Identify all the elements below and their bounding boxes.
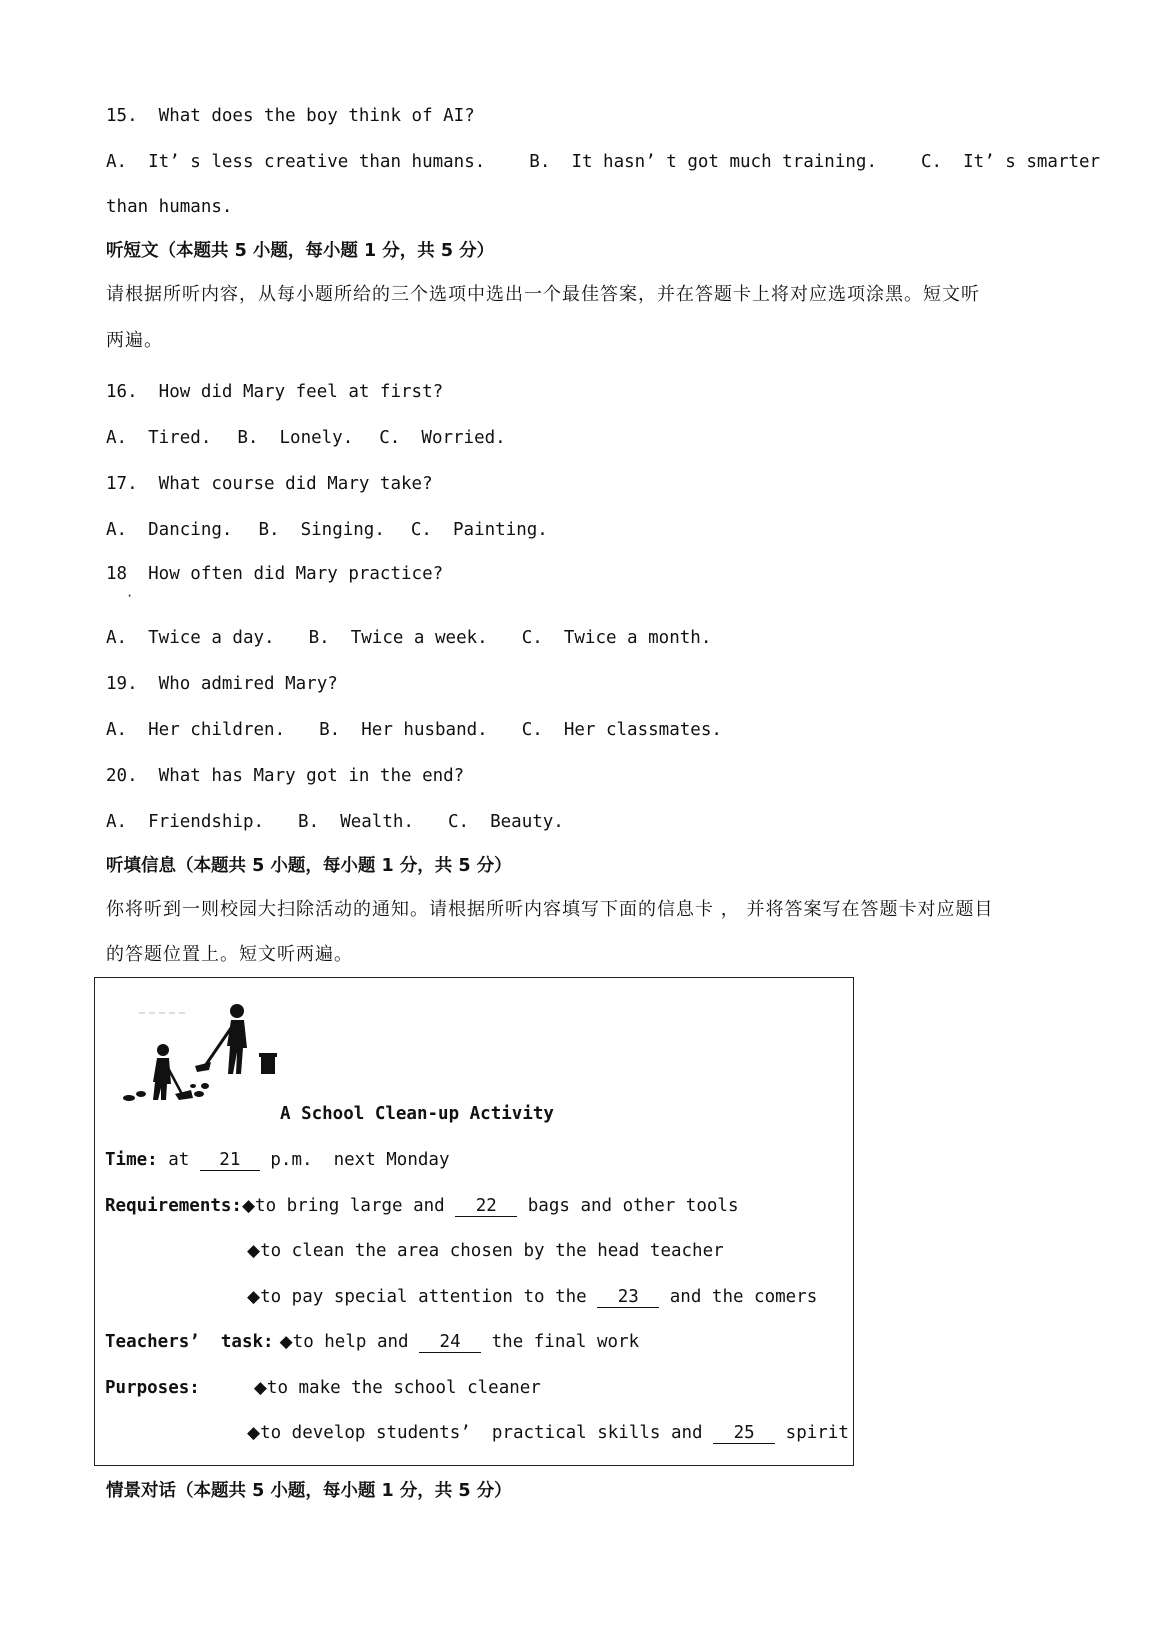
section-fill-instruction-line1: 你将听到一则校园大扫除活动的通知。请根据所听内容填写下面的信息卡 ， 并将答案写在答题卡对应题目 xyxy=(106,899,994,920)
teach-suffix: the final work xyxy=(481,1332,640,1352)
q15-options xyxy=(106,151,1100,173)
q18-stray-mark: · xyxy=(126,589,134,603)
q20-options xyxy=(106,811,564,833)
time-label: Time: xyxy=(105,1150,158,1170)
blank-23: 23 xyxy=(597,1287,659,1308)
purpose1-text: to make the school cleaner xyxy=(266,1378,541,1398)
q19-option-a: A. Her children. xyxy=(106,720,286,740)
diamond-bullet: ◆ xyxy=(247,1241,261,1261)
q18-option-a: A. Twice a day. xyxy=(106,628,275,648)
teach-prefix: to help and xyxy=(292,1332,420,1352)
card-purposes-row-1 xyxy=(105,1377,541,1399)
info-card xyxy=(94,977,854,1466)
cleaning-illustration xyxy=(109,996,289,1101)
q19-option-b: B. Her husband. xyxy=(319,720,488,740)
card-purposes-row-2 xyxy=(247,1422,849,1444)
section-dialog-heading: 情景对话（本题共 5 小题，每小题 1 分，共 5 分） xyxy=(106,1481,512,1501)
q19-question: 19. Who admired Mary? xyxy=(106,674,338,694)
req1-prefix: to bring large and xyxy=(255,1196,456,1216)
q17-question: 17. What course did Mary take? xyxy=(106,474,433,494)
req1-suffix: bags and other tools xyxy=(517,1196,739,1216)
q17-option-a: A. Dancing. xyxy=(106,520,233,540)
time-suffix: p.m. next Monday xyxy=(259,1150,450,1170)
diamond-bullet: ◆ xyxy=(247,1423,261,1443)
q20-option-a: A. Friendship. xyxy=(106,812,265,832)
time-prefix: at xyxy=(157,1150,200,1170)
q16-option-b: B. Lonely. xyxy=(237,428,354,448)
section-short-instruction-line2: 两遍。 xyxy=(106,330,163,351)
purpose2-prefix: to develop students’ practical skills and xyxy=(260,1423,714,1443)
blank-22: 22 xyxy=(455,1196,517,1217)
q18-question: 18 How often did Mary practice? xyxy=(106,564,444,584)
q15-option-b: B. It hasn’ t got much training. xyxy=(529,152,877,172)
diamond-bullet: ◆ xyxy=(247,1287,261,1307)
q18-option-b: B. Twice a week. xyxy=(308,628,488,648)
req2-text: to clean the area chosen by the head teacher xyxy=(260,1241,724,1261)
q17-option-b: B. Singing. xyxy=(258,520,385,540)
card-req-row-1 xyxy=(105,1195,739,1217)
q20-option-c: C. Beauty. xyxy=(447,812,564,832)
q17-option-c: C. Painting. xyxy=(410,520,548,540)
q15-option-a: A. It’ s less creative than humans. xyxy=(106,152,486,172)
q16-option-a: A. Tired. xyxy=(106,428,212,448)
q19-option-c: C. Her classmates. xyxy=(521,720,722,740)
diamond-bullet: ◆ xyxy=(241,1196,256,1216)
q18-options xyxy=(106,627,711,649)
diamond-bullet: ◆ xyxy=(253,1378,267,1398)
q16-question: 16. How did Mary feel at first? xyxy=(106,382,444,402)
diamond-bullet: ◆ xyxy=(279,1332,293,1352)
blank-24: 24 xyxy=(419,1332,481,1353)
q15-option-c: C. It’ s smarter xyxy=(920,152,1101,172)
requirements-label: Requirements: xyxy=(105,1196,242,1216)
card-title: A School Clean-up Activity xyxy=(280,1104,554,1124)
blank-25: 25 xyxy=(713,1423,775,1444)
q18-option-c: C. Twice a month. xyxy=(521,628,712,648)
section-fill-heading: 听填信息（本题共 5 小题，每小题 1 分，共 5 分） xyxy=(106,856,512,876)
q16-option-c: C. Worried. xyxy=(379,428,506,448)
card-time-row xyxy=(105,1149,450,1171)
card-teachers-row xyxy=(105,1331,639,1353)
q15-question: 15. What does the boy think of AI? xyxy=(106,106,475,126)
q20-option-b: B. Wealth. xyxy=(298,812,414,832)
section-short-instruction-line1: 请根据所听内容，从每小题所给的三个选项中选出一个最佳答案，并在答题卡上将对应选项涂黑。短文听 xyxy=(106,284,980,305)
blank-21: 21 xyxy=(200,1150,260,1171)
q15-option-c-continued: than humans. xyxy=(106,197,233,217)
req3-prefix: to pay special attention to the xyxy=(260,1287,598,1307)
card-req-row-3 xyxy=(247,1286,817,1308)
purposes-label: Purposes: xyxy=(105,1378,200,1398)
section-short-heading: 听短文（本题共 5 小题，每小题 1 分，共 5 分） xyxy=(106,241,495,261)
q19-options xyxy=(106,719,722,741)
req3-suffix: and the comers xyxy=(659,1287,818,1307)
q17-options xyxy=(106,519,548,541)
purpose2-suffix: spirit xyxy=(775,1423,849,1443)
section-fill-instruction-line2: 的答题位置上。短文听两遍。 xyxy=(106,944,353,965)
q20-question: 20. What has Mary got in the end? xyxy=(106,766,465,786)
card-req-row-2 xyxy=(247,1240,724,1262)
teachers-task-label: Teachers’ task: xyxy=(105,1332,274,1352)
q16-options xyxy=(106,427,506,449)
